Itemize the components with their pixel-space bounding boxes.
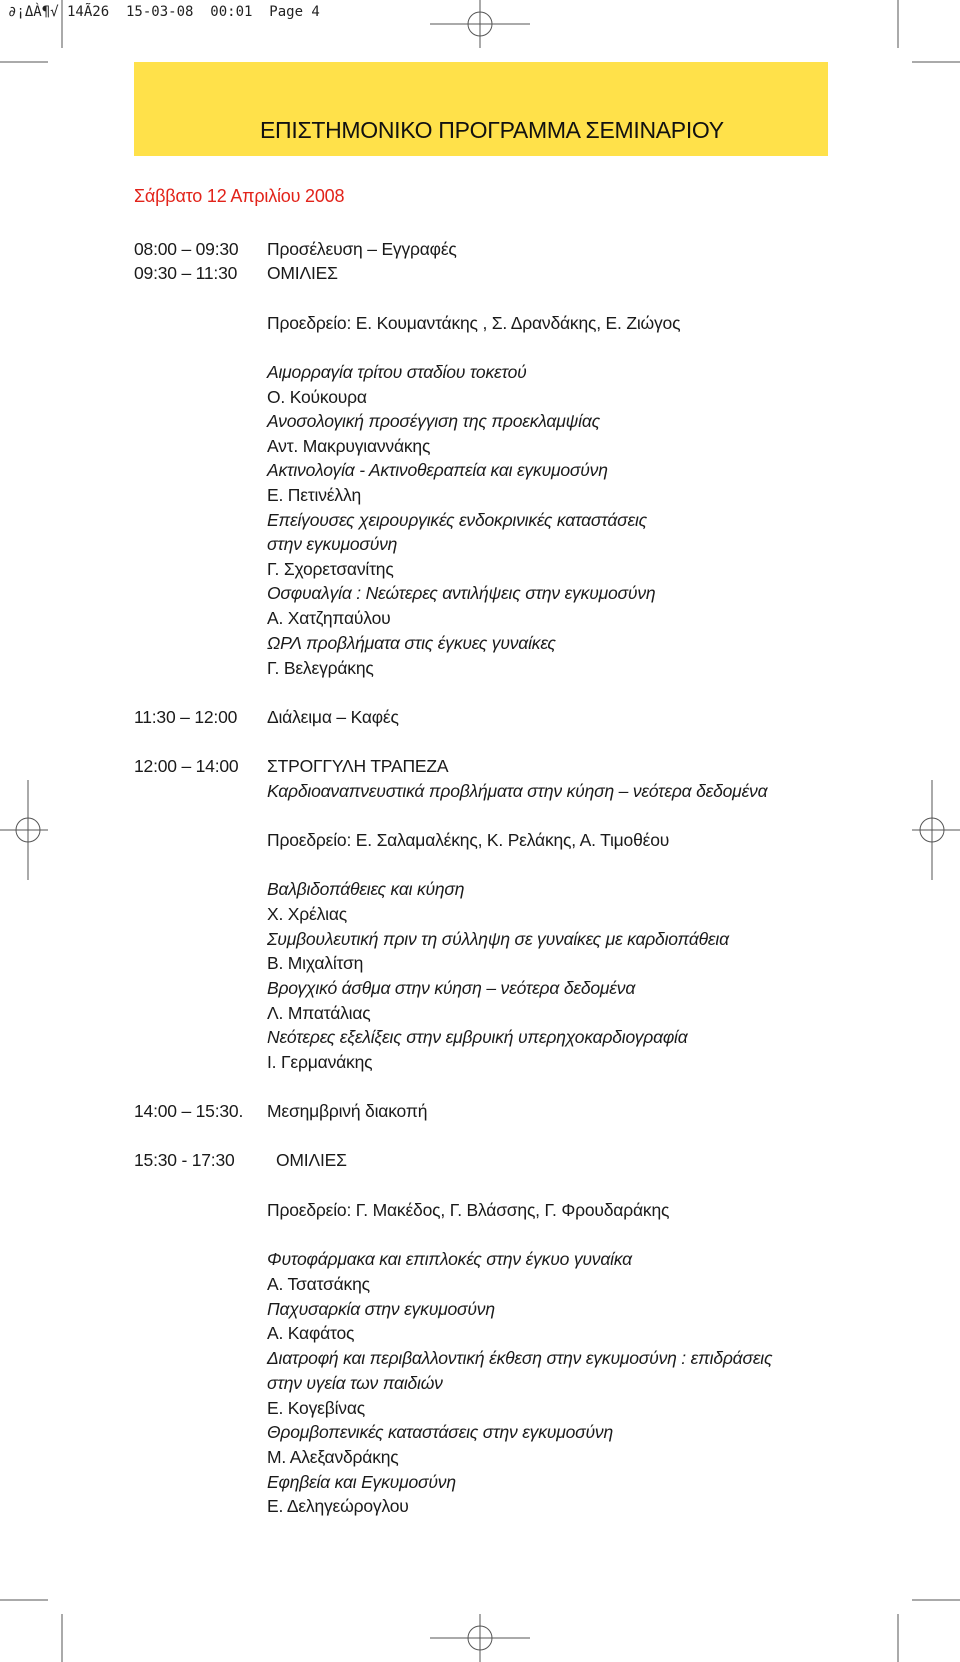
- talk-speaker: Χ. Χρέλιας: [267, 904, 348, 924]
- talk-title: Ανοσολογική προσέγγιση της προεκλαμψίας: [267, 411, 600, 431]
- talk-title: Εφηβεία και Εγκυμοσύνη: [267, 1472, 456, 1492]
- talk-title: Συμβουλευτική πριν τη σύλληψη σε γυναίκες με καρδιοπάθεια: [267, 929, 729, 949]
- talk-speaker: Ε. Δεληγεώρογλου: [267, 1496, 409, 1516]
- talk-title: Παχυσαρκία στην εγκυμοσύνη: [267, 1299, 495, 1319]
- talk-title-continued: στην εγκυμοσύνη: [267, 534, 398, 554]
- talk-speaker: Α. Τσατσάκης: [267, 1274, 370, 1294]
- talk-title: Επείγουσες χειρουργικές ενδοκρινικές καταστάσεις: [267, 510, 647, 530]
- talk-title: Φυτοφάρμακα και επιπλοκές στην έγκυο γυναίκα: [267, 1249, 632, 1269]
- talk-title: Νεότερες εξελίξεις στην εμβρυική υπερηχοκαρδιογραφία: [267, 1027, 688, 1047]
- talk-title: Βαλβιδοπάθειες και κύηση: [267, 879, 465, 899]
- talk-speaker: Λ. Μπατάλιας: [267, 1003, 371, 1023]
- talk-title: Βρογχικό άσθμα στην κύηση – νεότερα δεδομένα: [267, 978, 636, 998]
- chair-line: [267, 828, 669, 852]
- chair-label: Προεδρείο:: [267, 1200, 352, 1220]
- session-time: 08:00 – 09:30: [134, 239, 239, 259]
- chair-label: Προεδρείο:: [267, 313, 352, 333]
- session-title: Προσέλευση – Εγγραφές: [267, 239, 457, 259]
- talk-speaker: Α. Χατζηπαύλου: [267, 608, 391, 628]
- title-banner: [134, 62, 828, 156]
- talk-speaker: Γ. Βελεγράκης: [267, 658, 374, 678]
- talk-speaker: Γ. Σχορετσανίτης: [267, 559, 394, 579]
- session-time: 11:30 – 12:00: [134, 707, 238, 727]
- talk-title: ΩΡΛ προβλήματα στις έγκυες γυναίκες: [267, 633, 556, 653]
- session-subtitle: Καρδιοαναπνευστικά προβλήματα στην κύηση – νεότερα δεδομένα: [267, 781, 768, 801]
- talk-title: Ακτινολογία - Ακτινοθεραπεία και εγκυμοσύνη: [267, 460, 608, 480]
- talk-speaker: Ε. Πετινέλλη: [267, 485, 362, 505]
- chair-names: Ε. Κουμαντάκης , Σ. Δρανδάκης, Ε. Ζιώγος: [351, 313, 681, 333]
- talk-speaker: Αντ. Μακρυγιαννάκης: [267, 436, 431, 456]
- session-title: ΟΜΙΛΙΕΣ: [267, 263, 338, 283]
- session-title: Μεσημβρινή διακοπή: [267, 1101, 428, 1121]
- session-title: Διάλειμα – Καφές: [267, 707, 399, 727]
- talk-speaker: Ο. Κούκουρα: [267, 387, 367, 407]
- session-title: ΟΜΙΛΙΕΣ: [276, 1150, 347, 1170]
- chair-names: Ε. Σαλαμαλέκης, Κ. Ρελάκης, Α. Τιμοθέου: [351, 830, 670, 850]
- session-time: 14:00 – 15:30.: [134, 1101, 244, 1121]
- talk-speaker: Ε. Κογεβίνας: [267, 1398, 365, 1418]
- session-time: 15:30 - 17:30: [134, 1150, 235, 1170]
- session-time: 12:00 – 14:00: [134, 756, 239, 776]
- talk-speaker: Α. Καφάτος: [267, 1323, 355, 1343]
- talk-title: Διατροφή και περιβαλλοντική έκθεση στην εγκυμοσύνη : επιδράσεις: [267, 1348, 773, 1368]
- talk-title: Αιμορραγία τρίτου σταδίου τοκετού: [267, 362, 527, 382]
- session-time: 09:30 – 11:30: [134, 263, 238, 283]
- chair-names: Γ. Μακέδος, Γ. Βλάσσης, Γ. Φρουδαράκης: [351, 1200, 670, 1220]
- talk-title: Οσφυαλγία : Νεώτερες αντιλήψεις στην εγκυμοσύνη: [267, 583, 656, 603]
- talk-title: Θρομβοπενικές καταστάσεις στην εγκυμοσύνη: [267, 1422, 613, 1442]
- page-title: ΕΠΙΣΤΗΜΟΝΙΚΟ ΠΡΟΓΡΑΜΜΑ ΣΕΜΙΝΑΡΙΟΥ: [260, 117, 724, 143]
- chair-line: [267, 311, 680, 335]
- session-title: ΣΤΡΟΓΓΥΛΗ ΤΡΑΠΕΖΑ: [267, 756, 449, 776]
- talk-speaker: Ι. Γερμανάκης: [267, 1052, 373, 1072]
- talk-speaker: Μ. Αλεξανδράκης: [267, 1447, 399, 1467]
- print-header: ∂¡ΔÀ¶√ 14Ã26 15-03-08 00:01 Page 4: [8, 4, 320, 20]
- date-heading: Σάββατο 12 Απριλίου 2008: [134, 186, 345, 206]
- talk-title-continued: στην υγεία των παιδιών: [267, 1373, 443, 1393]
- talk-speaker: Β. Μιχαλίτση: [267, 953, 364, 973]
- chair-label: Προεδρείο:: [267, 830, 352, 850]
- chair-line: [267, 1198, 669, 1222]
